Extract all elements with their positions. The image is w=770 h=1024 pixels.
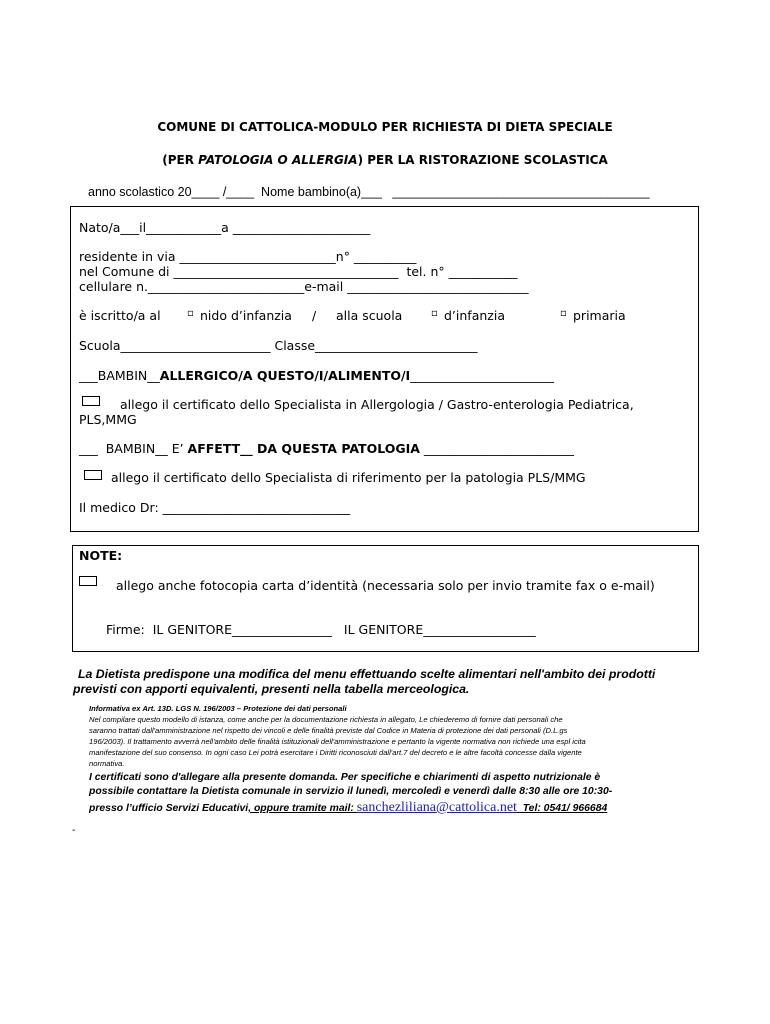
certificati-line1: I certificati sono d'allegare alla presente domanda. Per specifiche e chiarimenti di aspetto nutrizionale è <box>89 772 601 783</box>
document-title: COMUNE DI CATTOLICA-MODULO PER RICHIESTA DI DIETA SPECIALE <box>157 120 613 134</box>
informativa-line: 196/2003). Il trattamento avverrà nell'ambito delle finalità istituzionali dell'amministrazione e pertanto la vigente normativa non richiede una espl icita <box>89 737 586 746</box>
informativa-line: saranno trattati dall'amministrazione nel rispetto dei vincoli e delle finalità previste dal Codice in Materia di protezione dei dati personali (D.L.gs <box>89 726 568 735</box>
informativa-line: Nel compilare questo modello di istanza, come anche per la documentazione richiesta in allegato, Le chiederemo di fornire dati personali che <box>89 715 563 724</box>
patologia-prefix: ___ BAMBIN__ E’ <box>79 441 188 456</box>
residente-field[interactable]: residente in via _________________________n° __________ <box>79 249 417 264</box>
note-label: NOTE: <box>79 548 123 563</box>
primaria-checkbox[interactable]: ▫ <box>560 308 567 319</box>
mail-prefix: , oppure tramite mail: <box>248 803 357 814</box>
id-copy-checkbox[interactable] <box>79 576 97 586</box>
nido-label: nido d’infanzia <box>200 308 292 323</box>
allergy-certificate-line1: allego il certificato dello Specialista in Allergologia / Gastro-enterologia Pediatrica, <box>120 397 634 412</box>
allergico-line[interactable] <box>79 368 554 383</box>
alla-scuola-label: alla scuola <box>336 308 403 323</box>
id-copy-text: allego anche fotocopia carta d’identità (necessaria solo per invio tramite fax o e-mail) <box>116 578 655 593</box>
dietista-text-line2: previsti con apporti equivalenti, presenti nella tabella merceologica. <box>73 682 470 696</box>
primaria-label: primaria <box>573 308 626 323</box>
subtitle-prefix: (PER <box>162 153 199 167</box>
document-subtitle <box>0 153 770 167</box>
infanzia-label: d’infanzia <box>444 308 505 323</box>
subtitle-emphasis: PATOLOGIA O ALLERGIA <box>198 153 358 167</box>
certificati-line2: possibile contattare la Dietista comunale in servizio il lunedì, mercoledì e venerdì dalle 8:30 alle ore 10:30- <box>89 786 613 797</box>
anno-scolastico-line[interactable]: anno scolastico 20____ /____ Nome bambino(a)___ _____________________________________ <box>88 185 650 199</box>
patologia-line[interactable] <box>79 441 574 456</box>
cellulare-field[interactable]: cellulare n._________________________e-mail _____________________________ <box>79 279 529 294</box>
patologia-blank: ________________________ <box>419 441 574 456</box>
informativa-line: normativa. <box>89 759 125 768</box>
dietista-text-line1: La Dietista predispone una modifica del menu effettuando scelte alimentari nell'ambito dei prodotti <box>78 667 656 681</box>
nato-field[interactable]: Nato/a___il____________a ______________________ <box>79 220 371 235</box>
allergico-prefix: ___BAMBIN__ <box>79 368 160 383</box>
scuola-classe-field[interactable]: Scuola________________________ Classe__________________________ <box>79 338 478 353</box>
infanzia-checkbox[interactable]: ▫ <box>431 308 438 319</box>
tel-text: Tel: 0541/ 966684 <box>516 803 608 814</box>
informativa-line: manifestazione del suo consenso. In ogni caso Lei potrà esercitare i Diritti riconosciuti dall'art.7 del decreto e le altre facoltà concesse dalla vigente <box>89 748 582 757</box>
trailing-dash: - <box>72 825 76 836</box>
nido-checkbox[interactable]: ▫ <box>187 308 194 319</box>
comune-field[interactable]: nel Comune di ____________________________________ tel. n° ___________ <box>79 264 518 279</box>
allergico-blank: _______________________ <box>410 368 554 383</box>
ufficio-text: presso l’ufficio Servizi Educativi <box>89 803 249 814</box>
allergico-label: ALLERGICO/A QUESTO/I/ALIMENTO/I <box>159 368 411 383</box>
patologia-label: AFFETT__ DA QUESTA PATOLOGIA <box>187 441 420 456</box>
iscritto-label: è iscritto/a al <box>79 308 161 323</box>
certificati-line3 <box>89 800 607 816</box>
allergy-certificate-checkbox[interactable] <box>82 396 100 406</box>
informativa-title: Informativa ex Art. 13D. LGS N. 196/2003 – Protezione dei dati personali <box>89 704 347 713</box>
firme-line[interactable]: Firme: IL GENITORE________________ IL GENITORE__________________ <box>106 622 536 637</box>
informativa-body <box>89 714 586 769</box>
medico-field[interactable]: Il medico Dr: ______________________________ <box>79 500 351 515</box>
allergy-certificate-line2: PLS,MMG <box>79 412 137 427</box>
patologia-certificate-text: allego il certificato dello Specialista di riferimento per la patologia PLS/MMG <box>111 470 586 485</box>
slash-separator: / <box>312 308 317 323</box>
subtitle-suffix: ) PER LA RISTORAZIONE SCOLASTICA <box>357 153 608 167</box>
patologia-certificate-checkbox[interactable] <box>84 470 102 480</box>
email-link[interactable]: sanchezliliana@cattolica.net <box>356 800 517 815</box>
